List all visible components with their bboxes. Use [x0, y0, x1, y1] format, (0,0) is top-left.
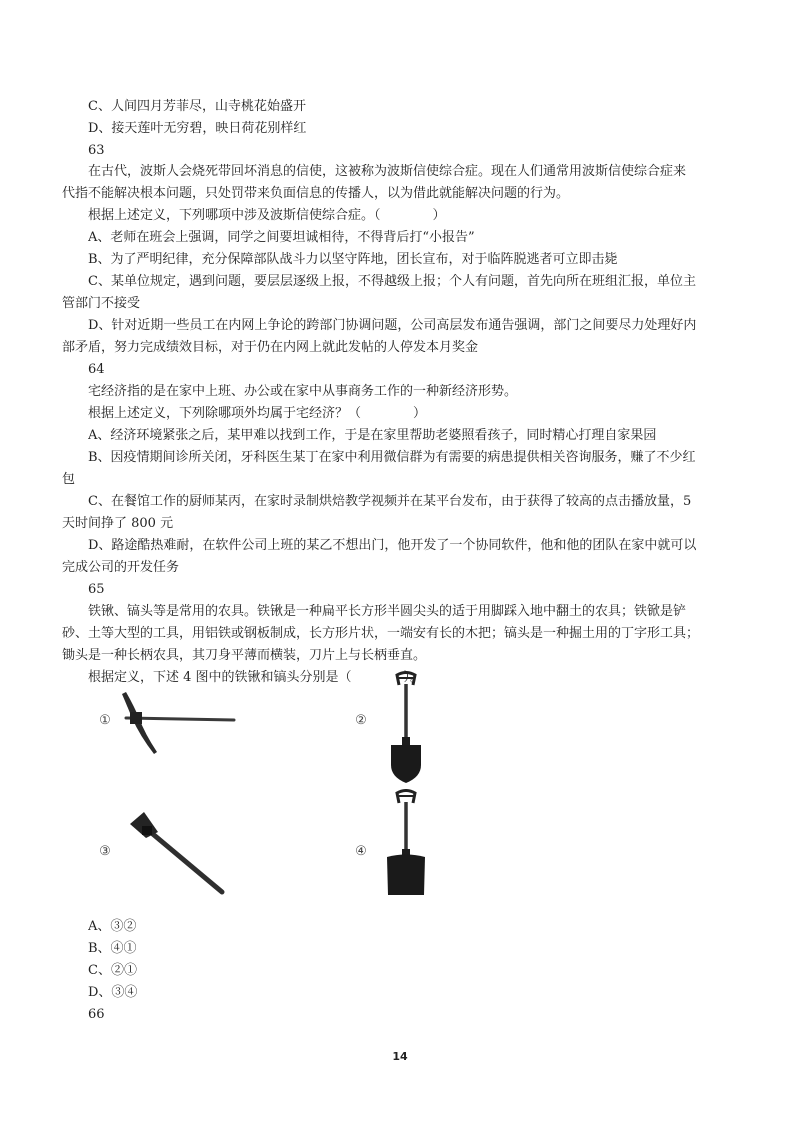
option-d-line: D、接天莲叶无穷碧，映日荷花别样红 [88, 121, 307, 136]
paragraph-line: 宅经济指的是在家中上班、办公或在家中从事商务工作的一种新经济形势。 [88, 384, 518, 399]
figure-label-3: ③ [99, 844, 111, 859]
answer-option-d: D、③④ [88, 985, 138, 1000]
paragraph-line: 锄头是一种长柄农具，其刀身平薄而横装，刀片上与长柄垂直。 [62, 648, 427, 663]
option-c-line: C、某单位规定，遇到问题，要层层逐级上报，不得越级上报；个人有问题，首先向所在班组汇报，单位主 [88, 274, 696, 289]
option-d-line: D、路途酷热难耐，在软件公司上班的某乙不想出门，他开发了一个协同软件，他和他的团队在家中就可以 [88, 538, 697, 553]
option-b-line: B、因疫情期间诊所关闭，牙科医生某丁在家中利用微信群为有需要的病患提供相关咨询服务，赚了不少红 [88, 450, 696, 465]
option-c-line: C、人间四月芳菲尽，山寺桃花始盛开 [88, 99, 306, 114]
paragraph-line: 砂、土等大型的工具，用铝铁或钢板制成，长方形片状，一端安有长的木把；镐头是一种掘土用的丁字形工具； [62, 626, 700, 641]
answer-option-c: C、②① [88, 963, 137, 978]
answer-option-a: A、③② [88, 919, 137, 934]
figure-label-1: ① [99, 713, 111, 728]
next-question-number: 66 [88, 1007, 105, 1022]
page-number: 14 [392, 1050, 408, 1063]
hoe-icon [124, 808, 228, 896]
option-b-line: B、为了严明纪律，充分保障部队战斗力以坚守阵地，团长宣布，对于临阵脱逃者可立即击毙 [88, 252, 618, 267]
question-prompt: 根据定义，下述 4 图中的铁锹和镐头分别是（ ）。 [88, 670, 424, 685]
question-number: 64 [88, 362, 105, 377]
pointed-shovel-icon [386, 671, 426, 783]
option-c-continuation: 管部门不接受 [62, 296, 141, 311]
paragraph-line: 铁锹、镐头等是常用的农具。铁锹是一种扁平长方形半圆尖头的适于用脚踩入地中翻土的农具；铁锨是铲 [88, 604, 687, 619]
option-c-continuation: 天时间挣了 800 元 [62, 516, 174, 531]
question-number: 65 [88, 582, 105, 597]
option-d-continuation: 部矛盾，努力完成绩效目标，对于仍在内网上就此发帖的人停发本月奖金 [62, 340, 479, 355]
paragraph-line: 在古代，波斯人会烧死带回坏消息的信使，这被称为波斯信使综合症。现在人们通常用波斯信使综合症来 [88, 164, 687, 179]
question-prompt: 根据上述定义，下列除哪项外均属于宅经济？（ ） [88, 406, 427, 421]
option-b-continuation: 包 [62, 472, 76, 487]
option-a-line: A、经济环境紧张之后，某甲难以找到工作，于是在家里帮助老婆照看孩子，同时精心打理自家果园 [88, 428, 657, 443]
pickaxe-icon [118, 688, 238, 760]
question-number: 63 [88, 143, 105, 158]
figure-label-2: ② [355, 713, 367, 728]
figure-label-4: ④ [355, 844, 367, 859]
option-d-line: D、针对近期一些员工在内网上争论的跨部门协调问题，公司高层发布通告强调，部门之间要尽力处理好内 [88, 318, 697, 333]
answer-option-b: B、④① [88, 941, 137, 956]
option-d-continuation: 完成公司的开发任务 [62, 560, 180, 575]
square-shovel-icon [384, 789, 428, 897]
option-a-line: A、老师在班会上强调，同学之间要坦诚相待，不得背后打“小报告” [88, 230, 475, 245]
question-prompt: 根据上述定义，下列哪项中涉及波斯信使综合症。（ ） [88, 208, 446, 223]
option-c-line: C、在餐馆工作的厨师某丙，在家时录制烘焙教学视频并在某平台发布，由于获得了较高的点击播放量，5 [88, 494, 692, 509]
paragraph-line: 代指不能解决根本问题，只处罚带来负面信息的传播人，以为借此就能解决问题的行为。 [62, 186, 570, 201]
